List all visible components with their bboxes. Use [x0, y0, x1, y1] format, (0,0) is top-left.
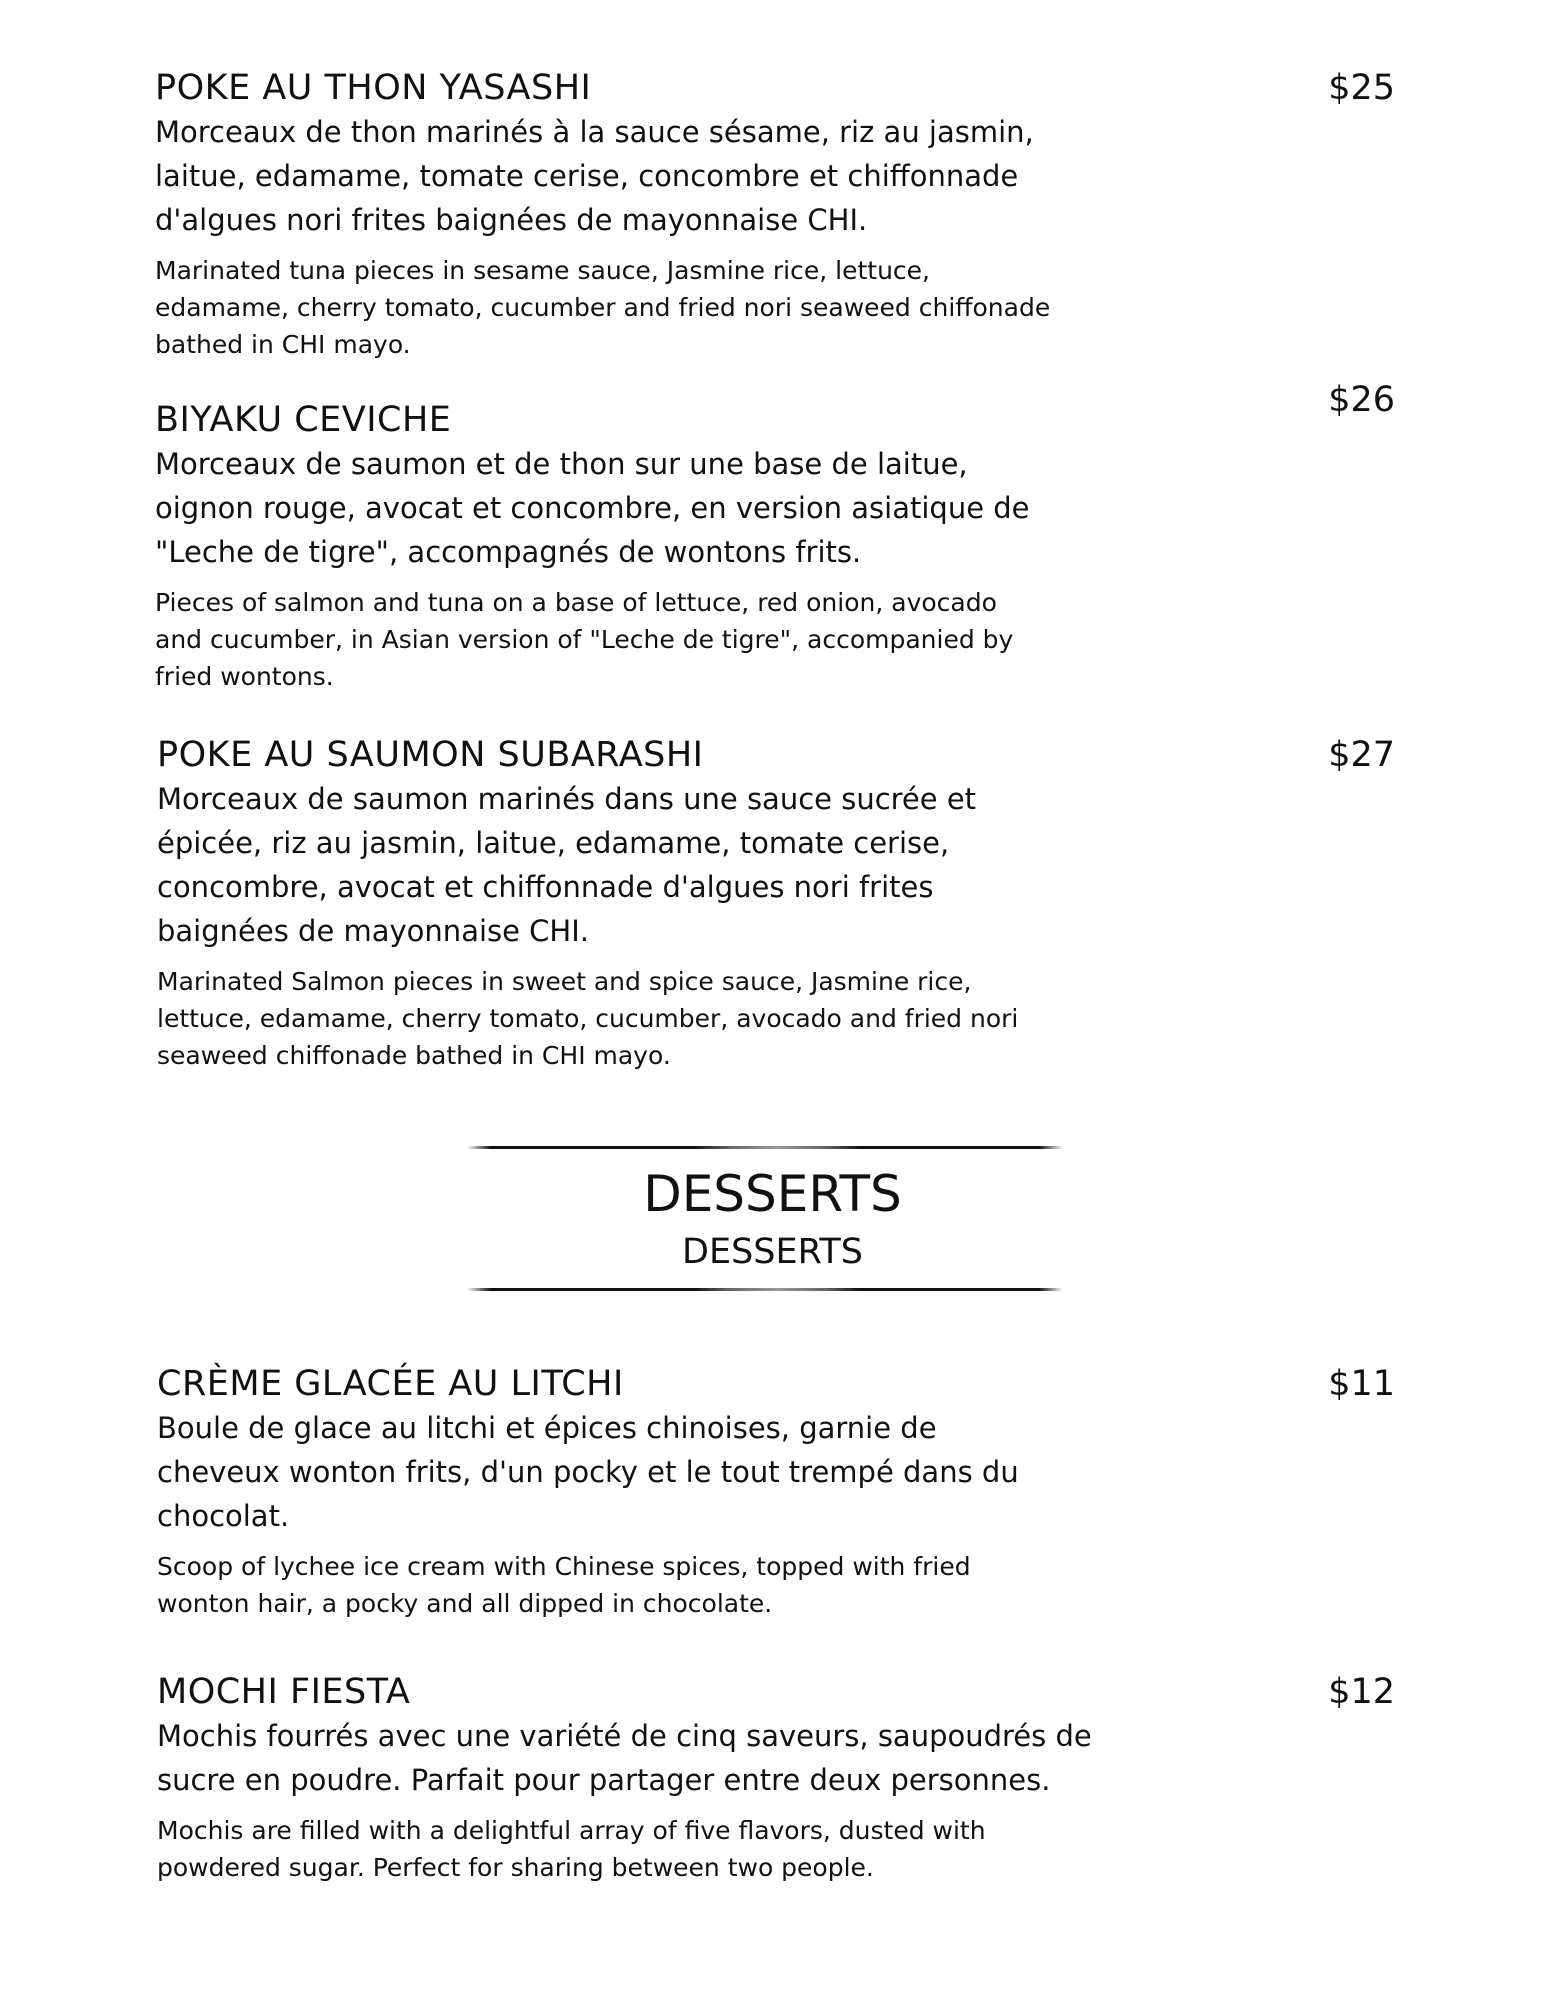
section-title: DESSERTS — [643, 1165, 902, 1223]
item-description-fr: Morceaux de saumon marinés dans une sauce sucrée et épicée, riz au jasmin, laitue, edamame, tomate cerise, concombre, avocat et chiffonnade d'algues nori frites baignées de mayonnaise CHI. — [157, 782, 977, 948]
item-price: $11 — [1328, 1364, 1395, 1404]
item-description-fr: Boule de glace au litchi et épices chinoises, garnie de cheveux wonton frits, d'un pocky et le tout trempé dans du chocolat. — [157, 1411, 1019, 1533]
item-description-en: Marinated tuna pieces in sesame sauce, Jasmine rice, lettuce, edamame, cherry tomato, cucumber and fried nori seaweed chiffonade bathed in CHI mayo. — [155, 256, 1051, 359]
item-description-fr: Mochis fourrés avec une variété de cinq saveurs, saupoudrés de sucre en poudre. Parfait pour partager entre deux personnes. — [157, 1719, 1092, 1797]
menu-item-poke-thon — [155, 66, 1395, 363]
section-subtitle: DESSERTS — [682, 1232, 863, 1272]
item-price: $12 — [1328, 1672, 1395, 1712]
menu-item-creme-glacee — [157, 1362, 1395, 1622]
item-description-fr: Morceaux de thon marinés à la sauce sésame, riz au jasmin, laitue, edamame, tomate cerise, concombre et chiffonnade d'algues nori frites baignées de mayonnaise CHI. — [155, 115, 1034, 237]
item-name: CRÈME GLACÉE AU LITCHI — [157, 1364, 624, 1404]
item-name: POKE AU THON YASASHI — [155, 68, 592, 108]
menu-item-mochi-fiesta — [157, 1670, 1395, 1886]
item-description-en: Scoop of lychee ice cream with Chinese spices, topped with fried wonton hair, a pocky and all dipped in chocolate. — [157, 1552, 971, 1618]
item-name: BIYAKU CEVICHE — [155, 400, 452, 440]
section-divider-top — [467, 1146, 1063, 1149]
item-description-fr: Morceaux de saumon et de thon sur une base de laitue, oignon rouge, avocat et concombre, en version asiatique de "Leche de tigre", accompagnés de wontons frits. — [155, 447, 1030, 569]
menu-item-biyaku-ceviche — [155, 380, 1395, 695]
menu-item-poke-saumon — [157, 733, 1395, 1074]
item-price: $26 — [1328, 380, 1395, 420]
item-price: $25 — [1328, 68, 1395, 108]
item-description-en: Marinated Salmon pieces in sweet and spice sauce, Jasmine rice, lettuce, edamame, cherry tomato, cucumber, avocado and fried nori seaweed chiffonade bathed in CHI mayo. — [157, 967, 1019, 1070]
section-divider-bottom — [467, 1288, 1063, 1291]
item-name: POKE AU SAUMON SUBARASHI — [157, 735, 704, 775]
item-name: MOCHI FIESTA — [157, 1672, 411, 1712]
item-description-en: Mochis are filled with a delightful array of five flavors, dusted with powdered sugar. Perfect for sharing between two people. — [157, 1816, 986, 1882]
item-price: $27 — [1328, 735, 1395, 775]
item-description-en: Pieces of salmon and tuna on a base of lettuce, red onion, avocado and cucumber, in Asian version of "Leche de tigre", accompanied by fried wontons. — [155, 588, 1014, 691]
